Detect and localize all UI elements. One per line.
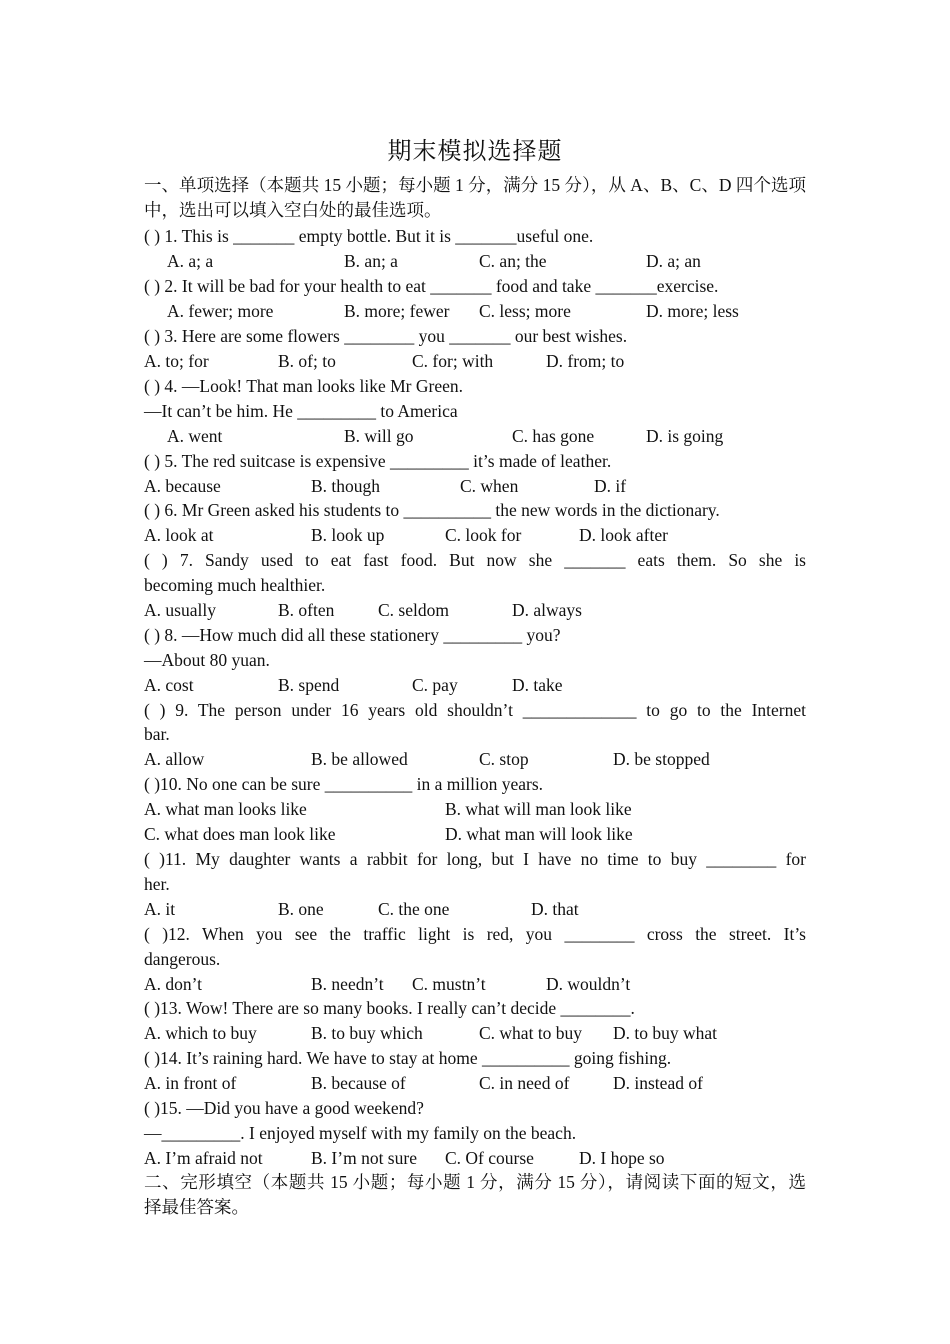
options-q11 [144,897,806,922]
option-a: A. I’m afraid not [144,1148,263,1168]
question-7: ( ) 7. Sandy used to eat fast food. But now she _______ eats them. So she is [144,550,806,570]
options-q4 [144,424,806,449]
option-b: B. one [278,899,324,919]
option-a: A. what man looks like [144,799,307,819]
option-d: D. more; less [646,301,739,321]
option-c: C. pay [412,675,458,695]
option-d: D. if [594,476,627,496]
option-d: D. take [512,675,563,695]
options-q13 [144,1021,806,1046]
option-a: A. in front of [144,1073,237,1093]
question-15-cont: —_________. I enjoyed myself with my family on the beach. [144,1123,577,1143]
options-q9 [144,747,806,772]
option-c: C. what does man look like [144,824,336,844]
option-b: B. to buy which [311,1023,423,1043]
options-q10-row2 [144,822,806,847]
options-q15 [144,1146,806,1171]
options-q8 [144,673,806,698]
question-4: ( ) 4. —Look! That man looks like Mr Green. [144,376,463,396]
options-q7 [144,598,806,623]
option-b: B. more; fewer [344,301,450,321]
option-d: D. look after [579,525,668,545]
option-a: A. went [167,426,223,446]
section2-heading: 二、完形填空（本题共 15 小题；每小题 1 分，满分 15 分），请阅读下面的短文，选 [144,1172,806,1192]
option-a: A. it [144,899,176,919]
section1-heading: 一、单项选择（本题共 15 小题；每小题 1 分，满分 15 分），从 A、B、C、D 四个选项 [144,175,806,195]
option-d: D. that [531,899,579,919]
question-2: ( ) 2. It will be bad for your health to eat _______ food and take _______exercise. [144,276,719,296]
question-6: ( ) 6. Mr Green asked his students to __________ the new words in the dictionary. [144,500,720,520]
option-d: D. always [512,600,582,620]
option-d: D. to buy what [613,1023,718,1043]
option-b: B. will go [344,426,414,446]
question-1: ( ) 1. This is _______ empty bottle. But it is _______useful one. [144,226,594,246]
options-q6 [144,523,806,548]
option-a: A. look at [144,525,214,545]
option-a: A. allow [144,749,205,769]
options-q10-row1 [144,797,806,822]
option-d: D. what man will look like [445,824,633,844]
question-8: ( ) 8. —How much did all these stationery _________ you? [144,625,561,645]
option-d: D. I hope so [579,1148,665,1168]
option-d: D. be stopped [613,749,710,769]
option-c: C. has gone [512,426,595,446]
option-b: B. needn’t [311,974,384,994]
question-11-cont: her. [144,874,170,894]
option-b: B. because of [311,1073,406,1093]
option-d: D. is going [646,426,724,446]
question-3: ( ) 3. Here are some flowers ________ you _______ our best wishes. [144,326,628,346]
option-b: B. what will man look like [445,799,632,819]
option-c: C. mustn’t [412,974,486,994]
option-a: A. which to buy [144,1023,257,1043]
question-10: ( )10. No one can be sure __________ in a million years. [144,774,544,794]
options-q14 [144,1071,806,1096]
question-8-cont: —About 80 yuan. [144,650,270,670]
option-b: B. I’m not sure [311,1148,417,1168]
option-c: C. less; more [479,301,571,321]
options-q12 [144,972,806,997]
option-b: B. often [278,600,335,620]
question-12: ( )12. When you see the traffic light is red, you ________ cross the street. It’s [144,924,806,944]
option-c: C. an; the [479,251,547,271]
option-c: C. look for [445,525,522,545]
option-a: A. to; for [144,351,209,371]
option-b: B. an; a [344,251,398,271]
option-b: B. look up [311,525,385,545]
option-a: A. a; a [167,251,214,271]
option-d: D. wouldn’t [546,974,631,994]
option-c: C. seldom [378,600,449,620]
option-b: B. spend [278,675,340,695]
option-a: A. because [144,476,221,496]
option-c: C. stop [479,749,529,769]
question-5: ( ) 5. The red suitcase is expensive _________ it’s made of leather. [144,451,612,471]
option-a: A. cost [144,675,194,695]
options-q1 [144,249,806,274]
option-d: D. instead of [613,1073,703,1093]
question-9: ( ) 9. The person under 16 years old shouldn’t _____________ to go to the Internet [144,700,806,720]
question-13: ( )13. Wow! There are so many books. I really can’t decide ________. [144,998,635,1018]
option-c: C. Of course [445,1148,534,1168]
option-a: A. don’t [144,974,203,994]
option-a: A. usually [144,600,216,620]
option-c: C. when [460,476,519,496]
option-b: B. though [311,476,381,496]
option-c: C. for; with [412,351,494,371]
question-15: ( )15. —Did you have a good weekend? [144,1098,424,1118]
option-d: D. from; to [546,351,625,371]
question-7-cont: becoming much healthier. [144,575,326,595]
section1-heading-cont: 中，选出可以填入空白处的最佳选项。 [144,200,442,220]
option-b: B. of; to [278,351,336,371]
option-c: C. in need of [479,1073,570,1093]
option-a: A. fewer; more [167,301,274,321]
question-12-cont: dangerous. [144,949,221,969]
option-c: C. what to buy [479,1023,583,1043]
options-q3 [144,349,806,374]
option-b: B. be allowed [311,749,408,769]
question-14: ( )14. It’s raining hard. We have to stay at home __________ going fishing. [144,1048,672,1068]
question-11: ( )11. My daughter wants a rabbit for long, but I have no time to buy ________ for [144,849,806,869]
section2-heading-cont: 择最佳答案。 [144,1197,249,1217]
question-4-cont: —It can’t be him. He _________ to America [144,401,458,421]
question-9-cont: bar. [144,724,170,744]
options-q2 [144,299,806,324]
page-title: 期末模拟选择题 [387,139,563,165]
option-c: C. the one [378,899,450,919]
options-q5 [144,474,806,499]
option-d: D. a; an [646,251,701,271]
